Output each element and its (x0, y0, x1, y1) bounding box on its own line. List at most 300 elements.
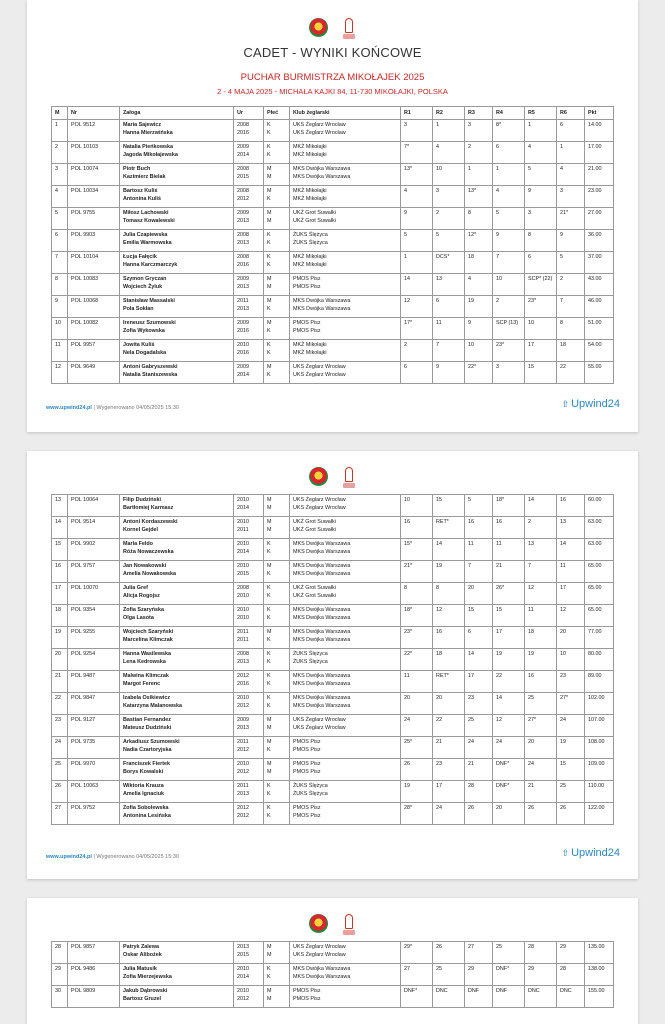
race-4-cell-line: 12 (496, 717, 502, 723)
race-6-cell (557, 142, 585, 164)
club-cell-line: MKS Dwójka Warszawa (293, 298, 351, 304)
crew-cell (120, 605, 234, 627)
race-5-cell-line: 21 (528, 783, 534, 789)
table-row (52, 671, 614, 693)
place-cell-line: 9 (55, 298, 58, 304)
place-cell (52, 517, 68, 539)
club-cell (290, 318, 401, 340)
race-2-cell-line: 7 (436, 342, 439, 348)
table-row (52, 230, 614, 252)
race-3-cell (465, 627, 493, 649)
crew-cell-line: Kazimierz Bielak (123, 174, 166, 180)
race-2-cell (433, 986, 465, 1008)
club-cell (290, 230, 401, 252)
race-6-cell (557, 208, 585, 230)
race-6-cell-line: 2 (560, 276, 563, 282)
race-1-cell-line: 12 (404, 298, 410, 304)
upwind-arrow-icon: ⇧ (561, 847, 570, 858)
club-cell-line: UKS Żeglarz Wrocław (293, 725, 346, 731)
race-1-cell-line: 19 (404, 783, 410, 789)
sail-number-cell-line: POL 9649 (71, 364, 96, 370)
sex-cell (264, 583, 290, 605)
birth-year-cell-line: 2013 (237, 944, 249, 950)
sex-cell (264, 737, 290, 759)
club-cell-line: PMOS Pisz (293, 320, 321, 326)
crew-cell-line: Julia Czapiewska (123, 232, 168, 238)
sail-number-cell (68, 964, 120, 986)
birth-year-cell-line: 2011 (237, 629, 249, 635)
race-2-cell-line: 4 (436, 144, 439, 150)
sex-cell (264, 942, 290, 964)
race-2-cell (433, 539, 465, 561)
table-row (52, 693, 614, 715)
sail-number-cell-line: POL 10068 (71, 298, 99, 304)
crew-cell (120, 164, 234, 186)
race-4-cell-line: 23* (496, 342, 505, 348)
race-3-cell (465, 671, 493, 693)
sail-number-cell-line: POL 9903 (71, 232, 96, 238)
birth-year-cell-line: 2010 (237, 761, 249, 767)
birth-year-cell (234, 964, 264, 986)
sail-number-cell-line: POL 9809 (71, 988, 96, 994)
points-cell-line: 102.00 (588, 695, 605, 701)
crew-cell (120, 583, 234, 605)
race-6-cell-line: 1 (560, 144, 563, 150)
race-3-cell (465, 296, 493, 318)
sex-cell (264, 208, 290, 230)
sex-cell-line: K (267, 262, 271, 268)
race-6-cell-line: 26 (560, 805, 566, 811)
sex-cell-line: K (267, 681, 271, 687)
race-3-cell (465, 252, 493, 274)
race-1-cell-line: 18* (404, 607, 413, 613)
race-6-cell (557, 362, 585, 384)
crew-cell-line: Nela Dogadalska (123, 350, 167, 356)
sail-number-cell (68, 627, 120, 649)
birth-year-cell-line: 2010 (237, 966, 249, 972)
table-row (52, 964, 614, 986)
crew-cell-line: Ireneusz Szumowski (123, 320, 176, 326)
place-cell-line: 27 (55, 805, 61, 811)
crew-cell (120, 495, 234, 517)
sail-number-cell-line: POL 9757 (71, 563, 96, 569)
birth-year-cell-line: 2016 (237, 328, 249, 334)
race-3-cell-line: 17 (468, 673, 474, 679)
crew-cell-line: Maria Sajewicz (123, 122, 162, 128)
club-cell-line: MKS Dwójka Warszawa (293, 174, 351, 180)
race-1-cell-line: 17* (404, 320, 413, 326)
sail-number-cell-line: POL 9752 (71, 805, 96, 811)
race-2-cell-line: 11 (436, 320, 442, 326)
table-row (52, 561, 614, 583)
points-cell (585, 539, 614, 561)
place-cell-line: 21 (55, 673, 61, 679)
club-cell-line: ŻUKS Ślężyca (293, 651, 328, 657)
club-cell (290, 605, 401, 627)
race-6-cell (557, 340, 585, 362)
race-6-cell-line: 29 (560, 944, 566, 950)
event-dates-location: 2 - 4 MAJA 2025 - MICHAŁA KAJKI 84, 11-730 MIKOŁAJKI, POLSKA (217, 87, 448, 96)
points-cell-line: 65.00 (588, 563, 602, 569)
points-cell (585, 252, 614, 274)
table-row (52, 120, 614, 142)
race-5-cell-line: 1 (528, 122, 531, 128)
sail-number-cell (68, 649, 120, 671)
race-6-cell-line: 10 (560, 651, 566, 657)
race-5-cell-line: 24 (528, 761, 534, 767)
race-1-cell-line: 16 (404, 519, 410, 525)
crew-cell (120, 693, 234, 715)
sex-cell (264, 715, 290, 737)
race-4-cell-line: 16 (496, 519, 502, 525)
club-emblem-icon (342, 467, 356, 488)
race-1-cell (401, 715, 433, 737)
race-4-cell (493, 942, 525, 964)
table-row (52, 627, 614, 649)
sex-cell (264, 296, 290, 318)
race-2-cell-line: 21 (436, 739, 442, 745)
club-cell-line: PMOS Pisz (293, 813, 321, 819)
race-3-cell-line: 27 (468, 944, 474, 950)
sex-cell (264, 120, 290, 142)
sail-number-cell-line: POL 9957 (71, 342, 96, 348)
points-cell-line: 65.00 (588, 607, 602, 613)
crew-cell (120, 561, 234, 583)
race-4-cell (493, 649, 525, 671)
race-1-cell (401, 803, 433, 825)
club-cell-line: MKS Dwójka Warszawa (293, 571, 351, 577)
race-4-cell-line: 1 (496, 166, 499, 172)
points-cell (585, 781, 614, 803)
sex-cell-line: K (267, 783, 271, 789)
sex-cell (264, 627, 290, 649)
brand-logo (562, 847, 620, 859)
sex-cell-line: M (267, 629, 272, 635)
crew-cell-line: Bastian Fernandez (123, 717, 171, 723)
birth-year-cell-line: 2012 (237, 703, 249, 709)
sail-number-cell-line: POL 9127 (71, 717, 96, 723)
column-header: Klub żeglarski (290, 107, 401, 120)
race-3-cell-line: 18 (468, 254, 474, 260)
race-3-cell-line: 24 (468, 739, 474, 745)
race-4-cell-line: 19 (496, 651, 502, 657)
results-table (51, 494, 614, 825)
race-5-cell (525, 671, 557, 693)
race-4-cell-line: 21 (496, 563, 502, 569)
sex-cell-line: K (267, 585, 271, 591)
sail-number-cell-line: POL 9254 (71, 651, 96, 657)
club-cell (290, 737, 401, 759)
race-5-cell (525, 142, 557, 164)
race-3-cell (465, 759, 493, 781)
crew-cell-line: Mateusz Dudziński (123, 725, 172, 731)
race-4-cell (493, 539, 525, 561)
club-cell-line: MKŻ Mikołajki (293, 254, 327, 260)
sex-cell-line: K (267, 152, 271, 158)
race-1-cell (401, 120, 433, 142)
club-cell-line: PMOS Pisz (293, 284, 321, 290)
race-1-cell (401, 649, 433, 671)
race-2-cell-line: 2 (436, 210, 439, 216)
sail-number-cell-line: POL 9847 (71, 695, 96, 701)
race-2-cell (433, 164, 465, 186)
race-4-cell-line: 5 (496, 210, 499, 216)
crew-cell (120, 120, 234, 142)
club-cell-line: MKS Dwójka Warszawa (293, 541, 351, 547)
race-5-cell (525, 517, 557, 539)
birth-year-cell-line: 2008 (237, 232, 249, 238)
race-4-cell-line: 7 (496, 254, 499, 260)
sex-cell (264, 649, 290, 671)
race-3-cell-line: 2 (468, 144, 471, 150)
upwind-arrow-icon: ⇧ (561, 398, 570, 409)
race-2-cell (433, 252, 465, 274)
place-cell (52, 986, 68, 1008)
race-2-cell-line: 8 (436, 585, 439, 591)
crew-cell-line: Wojciech Żyluk (123, 284, 163, 290)
column-header: R3 (465, 107, 493, 120)
club-cell-line: MKS Dwójka Warszawa (293, 974, 351, 980)
club-cell (290, 964, 401, 986)
birth-year-cell-line: 2011 (237, 783, 249, 789)
points-cell-line: 21.00 (588, 166, 602, 172)
club-cell (290, 362, 401, 384)
table-row (52, 495, 614, 517)
points-cell (585, 671, 614, 693)
birth-year-cell-line: 2008 (237, 122, 249, 128)
race-4-cell-line: 24 (496, 739, 502, 745)
birth-year-cell (234, 693, 264, 715)
birth-year-cell-line: 2010 (237, 541, 249, 547)
sail-number-cell-line: POL 9970 (71, 761, 96, 767)
race-1-cell (401, 142, 433, 164)
sex-cell (264, 517, 290, 539)
birth-year-cell (234, 942, 264, 964)
crew-cell-line: Arkadiusz Szumowski (123, 739, 180, 745)
race-3-cell-line: 19 (468, 298, 474, 304)
crew-cell-line: Kornel Gejdel (123, 527, 159, 533)
birth-year-cell-line: 2009 (237, 717, 249, 723)
sex-cell-line: K (267, 372, 271, 378)
race-4-cell-line: 11 (496, 541, 502, 547)
table-row (52, 164, 614, 186)
points-cell (585, 605, 614, 627)
club-cell (290, 186, 401, 208)
brand-logo (562, 398, 620, 410)
points-cell-line: 27.00 (588, 210, 602, 216)
race-1-cell-line: 29* (404, 944, 413, 950)
crew-cell-line: Antoni Kordaszewski (123, 519, 178, 525)
column-header: R2 (433, 107, 465, 120)
race-6-cell-line: 24 (560, 717, 566, 723)
birth-year-cell (234, 539, 264, 561)
race-5-cell (525, 759, 557, 781)
race-2-cell-line: 13 (436, 276, 442, 282)
race-1-cell (401, 671, 433, 693)
crew-cell-line: Zofia Mierzejewska (123, 974, 172, 980)
sex-cell-line: K (267, 571, 271, 577)
club-cell (290, 561, 401, 583)
race-5-cell (525, 296, 557, 318)
birth-year-cell-line: 2012 (237, 805, 249, 811)
birth-year-cell-line: 2008 (237, 585, 249, 591)
sex-cell-line: K (267, 328, 271, 334)
club-cell-line: MKS Dwójka Warszawa (293, 549, 351, 555)
sail-number-cell (68, 120, 120, 142)
race-4-cell (493, 715, 525, 737)
race-6-cell (557, 964, 585, 986)
race-3-cell (465, 942, 493, 964)
points-cell-line: 138.00 (588, 966, 605, 972)
sex-cell (264, 318, 290, 340)
sex-cell (264, 164, 290, 186)
crew-cell-line: Margot Ferenc (123, 681, 161, 687)
race-3-cell-line: 3 (468, 122, 471, 128)
table-row (52, 781, 614, 803)
points-cell (585, 142, 614, 164)
table-row (52, 715, 614, 737)
place-cell-line: 5 (55, 210, 58, 216)
race-1-cell-line: 9 (404, 210, 407, 216)
table-row (52, 208, 614, 230)
birth-year-cell-line: 2012 (237, 813, 249, 819)
race-6-cell-line: 6 (560, 122, 563, 128)
race-6-cell-line: 16 (560, 497, 566, 503)
birth-year-cell-line: 2010 (237, 342, 249, 348)
points-cell-line: 155.00 (588, 988, 605, 994)
sex-cell (264, 561, 290, 583)
race-1-cell-line: 13* (404, 166, 413, 172)
sex-cell-line: M (267, 298, 272, 304)
race-1-cell (401, 964, 433, 986)
footer-link[interactable]: www.upwind24.pl (46, 854, 92, 860)
sail-number-cell (68, 942, 120, 964)
footer-link[interactable]: www.upwind24.pl (46, 405, 92, 411)
race-3-cell (465, 781, 493, 803)
race-5-cell (525, 781, 557, 803)
race-4-cell (493, 803, 525, 825)
race-3-cell-line: 14 (468, 651, 474, 657)
club-cell-line: MKS Dwójka Warszawa (293, 166, 351, 172)
points-cell (585, 759, 614, 781)
place-cell (52, 539, 68, 561)
race-2-cell (433, 517, 465, 539)
crew-cell-line: Olga Lasota (123, 615, 154, 621)
race-1-cell (401, 517, 433, 539)
crew-cell-line: Marcelina Klimczak (123, 637, 173, 643)
race-4-cell-line: 4 (496, 188, 499, 194)
crew-cell-line: Jagoda Mikołajewska (123, 152, 178, 158)
club-cell-line: PMOS Pisz (293, 761, 321, 767)
place-cell-line: 30 (55, 988, 61, 994)
race-1-cell (401, 605, 433, 627)
points-cell (585, 340, 614, 362)
race-5-cell (525, 208, 557, 230)
race-4-cell (493, 986, 525, 1008)
place-cell (52, 693, 68, 715)
sex-cell-line: M (267, 174, 272, 180)
race-3-cell-line: 11 (468, 541, 474, 547)
race-6-cell (557, 274, 585, 296)
sex-cell-line: K (267, 350, 271, 356)
sex-cell-line: K (267, 966, 271, 972)
crew-cell-line: Amelia Ignaciuk (123, 791, 165, 797)
place-cell-line: 26 (55, 783, 61, 789)
race-6-cell (557, 495, 585, 517)
race-4-cell (493, 964, 525, 986)
crew-cell (120, 186, 234, 208)
points-cell (585, 296, 614, 318)
table-row (52, 605, 614, 627)
birth-year-cell-line: 2010 (237, 563, 249, 569)
table-row (52, 649, 614, 671)
sail-number-cell (68, 186, 120, 208)
race-1-cell (401, 627, 433, 649)
race-4-cell-line: 6 (496, 144, 499, 150)
sex-cell (264, 539, 290, 561)
race-2-cell-line: 18 (436, 651, 442, 657)
column-header: R6 (557, 107, 585, 120)
points-cell (585, 495, 614, 517)
race-5-cell (525, 318, 557, 340)
race-5-cell-line: 15 (528, 364, 534, 370)
race-1-cell-line: 11 (404, 673, 410, 679)
race-3-cell-line: 1 (468, 166, 471, 172)
race-3-cell (465, 517, 493, 539)
race-2-cell (433, 737, 465, 759)
race-6-cell-line: 17 (560, 585, 566, 591)
sail-number-cell (68, 737, 120, 759)
sex-cell-line: K (267, 673, 271, 679)
place-cell-line: 7 (55, 254, 58, 260)
club-cell-line: ŻUKS Ślężyca (293, 659, 328, 665)
club-cell-line: MKŻ Mikołajki (293, 152, 327, 158)
sail-number-cell-line: POL 10074 (71, 166, 99, 172)
race-2-cell-line: 3 (436, 188, 439, 194)
race-1-cell-line: 24 (404, 717, 410, 723)
race-6-cell (557, 296, 585, 318)
crew-cell-line: Hanna Wasilewska (123, 651, 172, 657)
sail-number-cell-line: POL 10070 (71, 585, 99, 591)
table-row (52, 517, 614, 539)
race-3-cell-line: 26 (468, 805, 474, 811)
club-cell-line: UKS Żeglarz Wrocław (293, 122, 346, 128)
race-2-cell-line: 17 (436, 783, 442, 789)
table-row (52, 539, 614, 561)
race-1-cell-line: 6 (404, 364, 407, 370)
birth-year-cell-line: 2009 (237, 364, 249, 370)
birth-year-cell-line: 2013 (237, 659, 249, 665)
sail-number-cell-line: POL 9514 (71, 519, 96, 525)
place-cell (52, 495, 68, 517)
race-5-cell (525, 561, 557, 583)
race-4-cell-line: 25 (496, 944, 502, 950)
crew-cell-line: Tomasz Kowalewski (123, 218, 175, 224)
race-5-cell (525, 693, 557, 715)
club-cell (290, 583, 401, 605)
race-3-cell-line: 8 (468, 210, 471, 216)
sex-cell-line: K (267, 637, 271, 643)
sail-number-cell (68, 274, 120, 296)
sex-cell-line: M (267, 527, 272, 533)
sex-cell-line: M (267, 276, 272, 282)
race-5-cell (525, 942, 557, 964)
sex-cell (264, 230, 290, 252)
club-cell (290, 986, 401, 1008)
points-cell (585, 649, 614, 671)
birth-year-cell (234, 737, 264, 759)
crew-cell-line: Piotr Buch (123, 166, 151, 172)
